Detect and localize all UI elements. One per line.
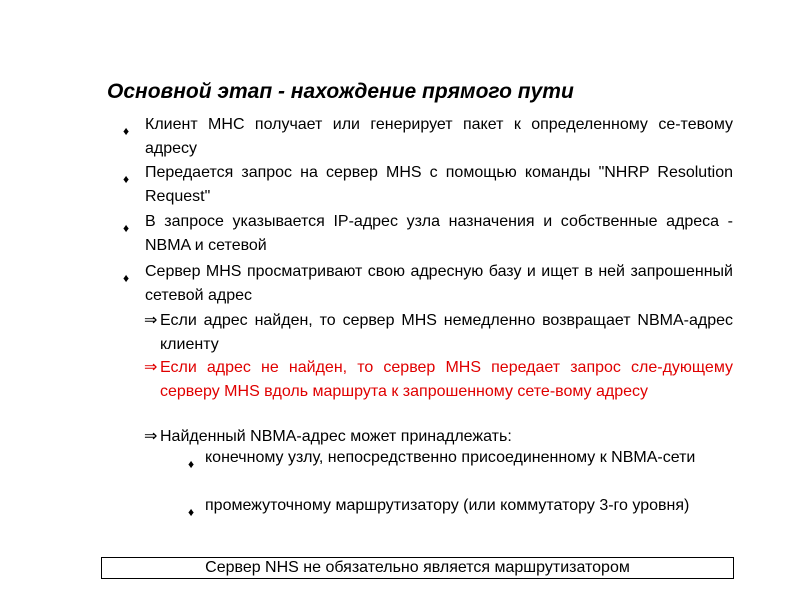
sub-item: Найденный NBMA-адрес может принадлежать: — [160, 428, 512, 445]
diamond-bullet-icon: ♦ — [188, 457, 195, 471]
double-arrow-icon: ⇒ — [144, 312, 158, 329]
diamond-bullet-icon: ♦ — [123, 221, 130, 235]
sub-sub-item: промежуточному маршрутизатору (или коммутатору 3-го уровня) — [205, 497, 690, 514]
bullet-item: Клиент MHC получает или генерирует пакет к определенному се-тевому адресу — [145, 116, 733, 157]
slide-title: Основной этап - нахождение прямого пути — [107, 80, 574, 103]
diamond-bullet-icon: ♦ — [123, 271, 130, 285]
diamond-bullet-icon: ♦ — [123, 124, 130, 138]
bullet-item: Передается запрос на сервер MHS с помощью команды "NHRP Resolution Request" — [145, 164, 733, 205]
double-arrow-icon: ⇒ — [144, 428, 158, 445]
sub-item: Если адрес найден, то сервер MHS немедленно возвращает NBMA-адрес клиенту — [160, 312, 733, 353]
sub-sub-item: конечному узлу, непосредственно присоединенному к NBMA-сети — [205, 449, 696, 466]
diamond-bullet-icon: ♦ — [188, 505, 195, 519]
bullet-item: Сервер MHS просматривают свою адресную базу и ищет в ней запрошенный сетевой адрес — [145, 263, 733, 304]
diamond-bullet-icon: ♦ — [123, 172, 130, 186]
sub-item-highlighted: Если адрес не найден, то сервер MHS передает запрос сле-дующему серверу MHS вдоль маршрута к запрошенному сете-вому адресу — [160, 359, 733, 400]
bullet-item: В запросе указывается IP-адрес узла назначения и собственные адреса - NBMA и сетевой — [145, 213, 733, 254]
double-arrow-icon: ⇒ — [144, 359, 158, 376]
note-box: Сервер NHS не обязательно является маршрутизатором — [101, 557, 734, 579]
